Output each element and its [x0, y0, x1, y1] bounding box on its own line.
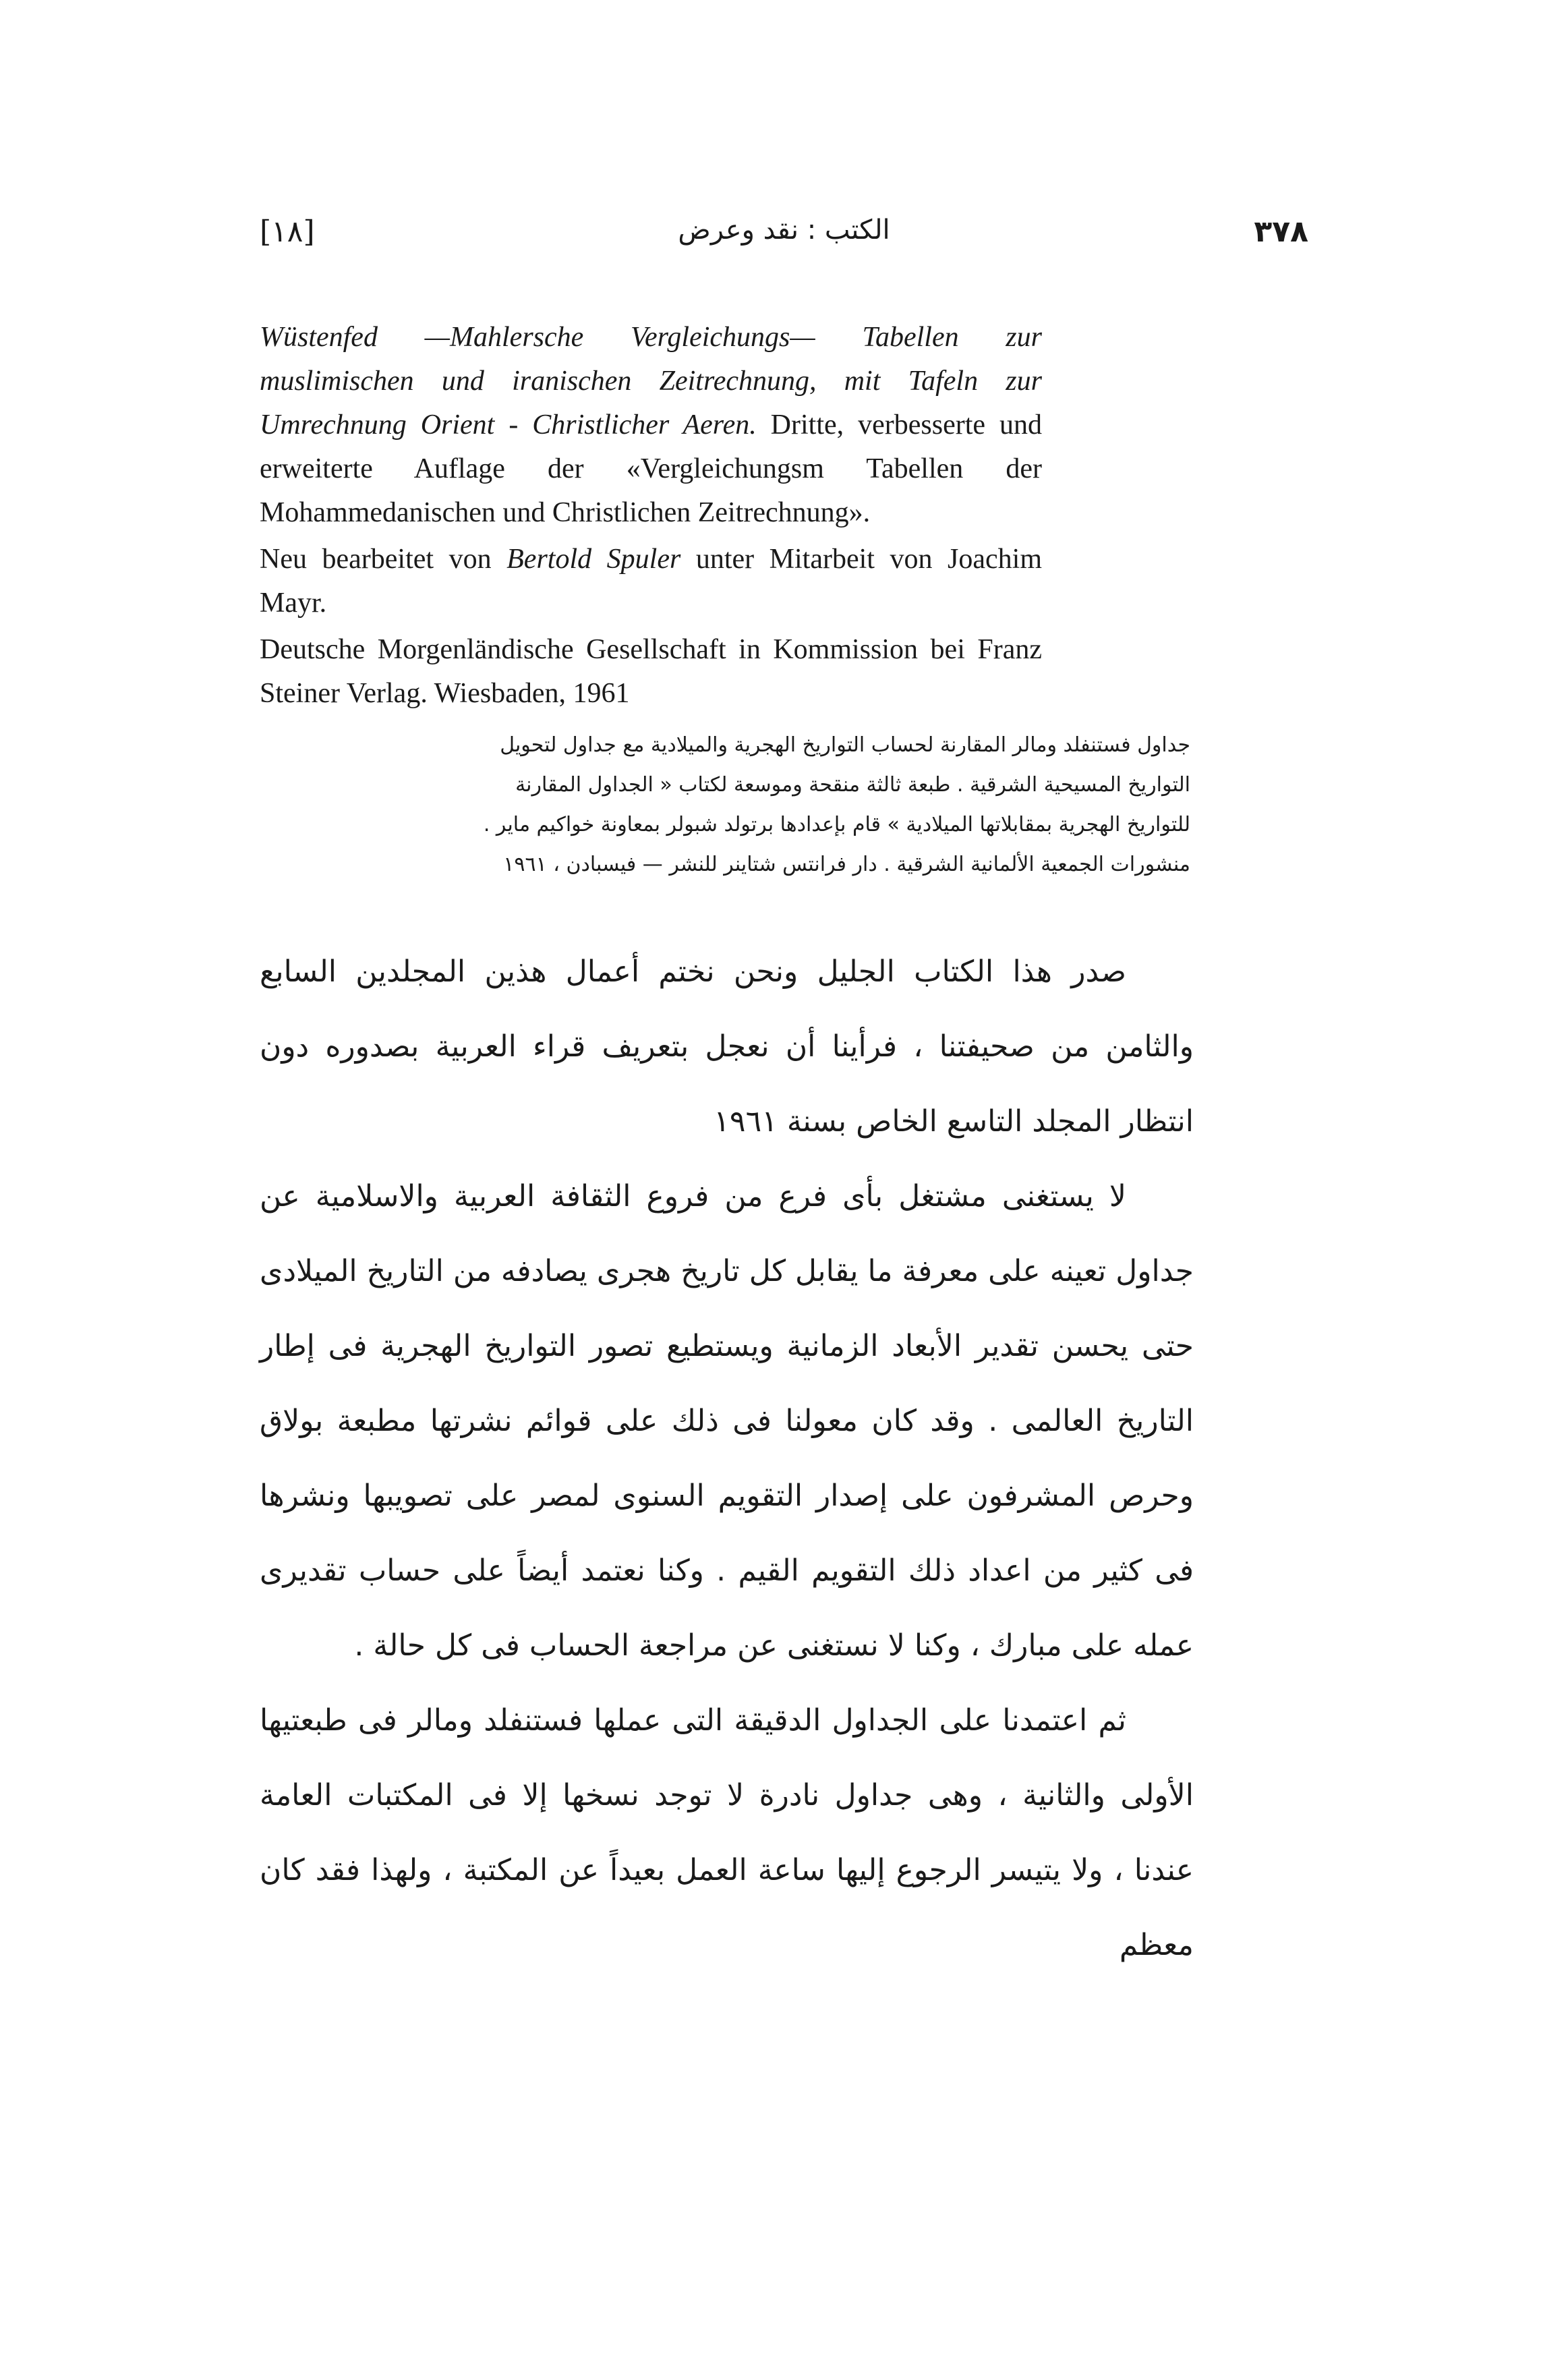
body-paragraph: ثم اعتمدنا على الجداول الدقيقة التى عملها فستنفلد ومالر فى طبعتيها الأولى والثانية ، وهى جداول نادرة لا توجد نسخها إلا فى المكتبات العامة عندنا ، ولا يتيسر الرجوع إليها ساعة العمل بعيداً عن المكتبة ، ولهذا فقد كان معظم: [260, 1703, 1194, 1962]
citation-title-rest: Dritte, verbesserte und erweiterte Auflage der «Vergleichungsm Tabellen der Mohammedanischen und Christlichen Zeitrechnung».: [260, 409, 1042, 528]
body-paragraph: لا يستغنى مشتغل بأى فرع من فروع الثقافة العربية والاسلامية عن جداول تعينه على معرفة ما يقابل كل تاريخ هجرى يصادفه من التاريخ الميلادى حتى يحسن تقدير الأبعاد الزمانية ويستطيع تصور التواريخ الهجرية فى إطار التاريخ العالمى . وقد كان معولنا فى ذلك على قوائم نشرتها مطبعة بولاق وحرص المشرفون على إصدار التقويم السنوى لمصر على تصويبها ونشرها فى كثير من اعداد ذلك التقويم القيم . وكنا نعتمد أيضاً على حساب تقديرى عمله على مبارك ، وكنا لا نستغنى عن مراجعة الحساب فى كل حالة .: [260, 1179, 1194, 1663]
citation-title: [260, 316, 1042, 535]
running-title: الكتب : نقد وعرض: [678, 215, 890, 246]
bibliographic-citation: [260, 316, 1042, 716]
arabic-citation-line: منشورات الجمعية الألمانية الشرقية . دار فرانتس شتاينر للنشر — فيسبادن ، ١٩٦١: [503, 853, 1190, 876]
arabic-citation-line: جداول فستنفلد ومالر المقارنة لحساب التواريخ الهجرية والميلادية مع جداول لتحويل: [500, 733, 1190, 757]
citation-title-italic: Wüstenfed —Mahlersche Vergleichungs— Tabellen zur muslimischen und iranischen Zeitrechnung, mit Tafeln zur Umrechnung Orient - Christlicher Aeren.: [260, 322, 1042, 440]
body-paragraph: صدر هذا الكتاب الجليل ونحن نختم أعمال هذين المجلدين السابع والثامن من صحيفتنا ، فرأينا أن نعجل بتعريف قراء العربية بصدوره دون انتظار المجلد التاسع الخاص بسنة ١٩٦١: [260, 954, 1194, 1139]
arabic-citation-line: للتواريخ الهجرية بمقابلاتها الميلادية » قام بإعدادها برتولد شبولر بمعاونة خواكيم ماير .: [483, 813, 1190, 836]
citation-editor: [260, 538, 1042, 625]
editor-prefix: Neu bearbeitet von: [260, 544, 507, 575]
citation-publisher: Deutsche Morgenländische Gesellschaft in Kommission bei Franz Steiner Verlag. Wiesbaden, 1961: [260, 634, 1042, 709]
review-body: [260, 934, 1194, 1983]
editor-suffix: unter Mitarbeit von Joachim Mayr.: [260, 544, 1042, 619]
section-number: [١٨]: [260, 215, 315, 249]
running-header: [260, 215, 1308, 262]
editor-name: Bertold Spuler: [506, 544, 681, 575]
page-number: ٣٧٨: [1254, 215, 1308, 249]
arabic-citation-line: التواريخ المسيحية الشرقية . طبعة ثالثة منقحة وموسعة لكتاب « الجداول المقارنة: [515, 773, 1190, 797]
arabic-citation: [395, 725, 1190, 884]
